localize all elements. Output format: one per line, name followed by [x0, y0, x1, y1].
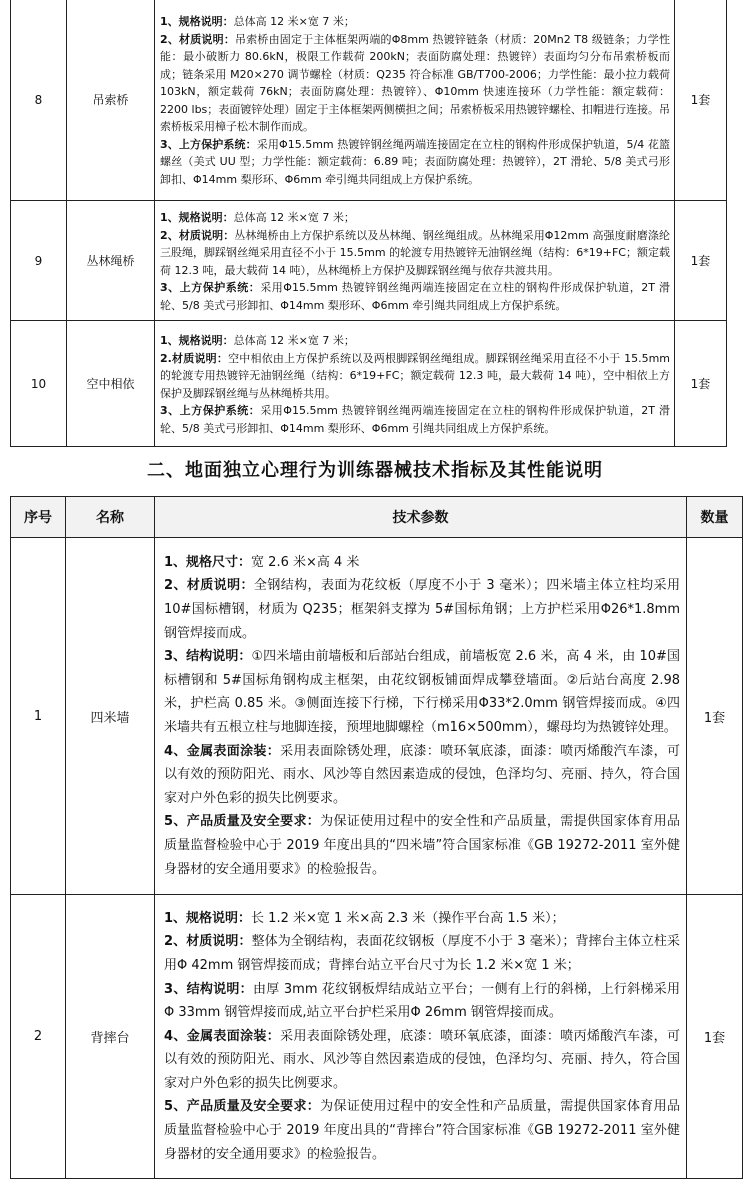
spec-line: 1、规格说明：总体高 12 米×宽 7 米； — [160, 334, 355, 347]
tech-spec — [155, 201, 675, 321]
table-row — [11, 321, 727, 447]
spec-line: 3、结构说明：由厚 3mm 花纹钢板焊结成站立平台；一侧有上行的斜梯，上行斜梯采用Φ 33mm 钢管焊接而成,站立平台护栏采用Φ 26mm 钢管焊接而成。 — [164, 981, 680, 1021]
spec-line: 5、产品质量及安全要求：为保证使用过程中的安全性和产品质量，需提供国家体育用品质量监督检验中心于 2019 年度出具的“四米墙”符合国家标准《GB 19272-2011 室外健身器材的安全通用要求》的检验报告。 — [164, 814, 680, 877]
section-title: 二、地面独立心理行为训练器械技术指标及其性能说明 — [147, 460, 603, 481]
spec-line: 1、规格说明：总体高 12 米×宽 7 米； — [160, 211, 355, 224]
item-name: 空中相依 — [67, 321, 155, 447]
spec-line: 2、材质说明：丛林绳桥由上方保护系统以及丛林绳、钢丝绳组成。丛林绳采用Φ12mm 高强度耐磨涤纶三股绳，脚踩钢丝绳采用直径不小于 15.5mm 的轮渡专用热镀锌无油钢丝绳（结构：6*19+FC；额定载荷 12.3 吨，最大载荷 14 吨），丛林绳桥上方保护及脚踩钢丝绳与依存共渡共用。 — [160, 228, 670, 277]
spec-line: 1、规格说明：总体高 12 米×宽 7 米； — [160, 15, 355, 28]
header-qty: 数量 — [687, 497, 743, 538]
spec-line: 4、金属表面涂装：采用表面除锈处理，底漆：喷环氧底漆，面漆：喷丙烯酸汽车漆，可以有效的预防阳光、雨水、风沙等自然因素造成的侵蚀，色泽均匀、亮丽、持久，符合国家对户外色彩的损失比例要求。 — [164, 1028, 680, 1091]
row-number: 10 — [11, 321, 67, 447]
row-number: 1 — [11, 538, 66, 895]
table-row — [11, 201, 727, 321]
header-spec: 技术参数 — [155, 497, 687, 538]
spec-line: 2.材质说明：空中相依由上方保护系统以及两根脚踩钢丝绳组成。脚踩钢丝绳采用直径不小于 15.5mm 的轮渡专用热镀锌无油钢丝绳（结构：6*19+FC；额定载荷 12.3 吨，最大载荷 14 吨），空中相依上方保护及脚踩钢丝绳与丛林绳桥共用。 — [160, 351, 670, 400]
quantity: 1套 — [687, 538, 743, 895]
row-number: 9 — [11, 201, 67, 321]
spec-line: 3、上方保护系统：采用Φ15.5mm 热镀锌钢丝绳两端连接固定在立柱的钢构件形成保护轨道，2T 滑轮、5/8 美式弓形卸扣、Φ14mm 梨形环、Φ6mm 引绳共同组成上方保护系统。 — [160, 404, 670, 435]
equipment-table — [10, 496, 743, 1179]
item-name: 背摔台 — [66, 895, 155, 1179]
tech-spec — [155, 895, 687, 1179]
quantity: 1套 — [675, 0, 727, 201]
equipment-table-continued — [10, 0, 727, 447]
table-row — [11, 538, 743, 895]
tech-spec — [155, 321, 675, 447]
tech-spec — [155, 538, 687, 895]
item-name: 吊索桥 — [67, 0, 155, 201]
item-name: 四米墙 — [66, 538, 155, 895]
spec-line: 2、材质说明：整体为全钢结构，表面花纹钢板（厚度不小于 3 毫米）；背摔台主体立柱采用Φ 42mm 钢管焊接而成；背摔台站立平台尺寸为长 1.2 米×宽 1 米； — [164, 934, 680, 973]
row-number: 2 — [11, 895, 66, 1179]
quantity: 1套 — [687, 895, 743, 1179]
spec-line: 3、结构说明：①四米墙由前墙板和后部站台组成，前墙板宽 2.6 米，高 4 米，由 10#国标槽钢和 5#国标角钢构成主框架，由花纹钢板铺面焊成攀登墙面。②后站台高度 2.98 米，护栏高 0.85 米。③侧面连接下行梯，下行梯采用Φ33*2.0mm 钢管焊接而成。④四米墙共有五根立柱与地脚连接，预埋地脚螺栓（m16×500mm），螺母均为热镀锌处理。 — [164, 649, 680, 735]
row-number: 8 — [11, 0, 67, 201]
spec-line: 2、材质说明：全钢结构，表面为花纹板（厚度不小于 3 毫米）；四米墙主体立柱均采用 10#国标槽钢，材质为 Q235；框架斜支撑为 5#国标角钢；上方护栏采用Φ26*1.8mm 钢管焊接而成。 — [164, 578, 680, 641]
spec-line: 3、上方保护系统：采用Φ15.5mm 热镀锌钢丝绳两端连接固定在立柱的钢构件形成保护轨道，5/4 花篮螺丝（美式 UU 型；力学性能：额定载荷：6.89 吨；表面防腐处理：热镀锌），2T 滑轮、5/8 美式弓形卸扣、Φ14mm 梨形环、Φ6mm 牵引绳共同组成上方保护系统。 — [160, 137, 670, 186]
tech-spec — [155, 0, 675, 201]
table-header-row — [11, 497, 743, 538]
spec-line: 2、材质说明：吊索桥由固定于主体框架两端的Φ8mm 热镀锌链条（材质：20Mn2 T8 级链条；力学性能：最小破断力 80.6kN，极限工作载荷 200kN；表面防腐处理：热镀锌）表面均匀分布吊索桥板而成；链条采用 M20×270 调节螺栓（材质：Q235 符合标准 GB/T700-2006；力学性能：最小拉力载荷 103kN，额定载荷 76kN；表面防腐处理：热镀锌）、Φ10mm 快速连接环（力学性能：额定载荷：2200 lbs；表面镀锌处理）固定于主体框架两侧横担之间；吊索桥板采用热镀锌螺栓、扣帽进行连接。吊索桥板采用樟子松木制作而成。 — [160, 32, 670, 133]
item-name: 丛林绳桥 — [67, 201, 155, 321]
quantity: 1套 — [675, 201, 727, 321]
spec-line: 1、规格尺寸：宽 2.6 米×高 4 米 — [164, 554, 360, 570]
header-name: 名称 — [66, 497, 155, 538]
spec-line: 4、金属表面涂装：采用表面除锈处理，底漆：喷环氧底漆，面漆：喷丙烯酸汽车漆，可以有效的预防阳光、雨水、风沙等自然因素造成的侵蚀，色泽均匀、亮丽、持久，符合国家对户外色彩的损失比例要求。 — [164, 743, 680, 806]
header-no: 序号 — [11, 497, 66, 538]
spec-line: 5、产品质量及安全要求：为保证使用过程中的安全性和产品质量，需提供国家体育用品质量监督检验中心于 2019 年度出具的“背摔台”符合国家标准《GB 19272-2011 室外健身器材的安全通用要求》的检验报告。 — [164, 1099, 680, 1162]
spec-line: 3、上方保护系统：采用Φ15.5mm 热镀锌钢丝绳两端连接固定在立柱的钢构件形成保护轨道，2T 滑轮、5/8 美式弓形卸扣、Φ14mm 梨形环、Φ6mm 牵引绳共同组成上方保护系统。 — [160, 281, 670, 312]
table-row — [11, 0, 727, 201]
quantity: 1套 — [675, 321, 727, 447]
table-row — [11, 895, 743, 1179]
spec-line: 1、规格说明：长 1.2 米×宽 1 米×高 2.3 米（操作平台高 1.5 米）； — [164, 910, 565, 926]
